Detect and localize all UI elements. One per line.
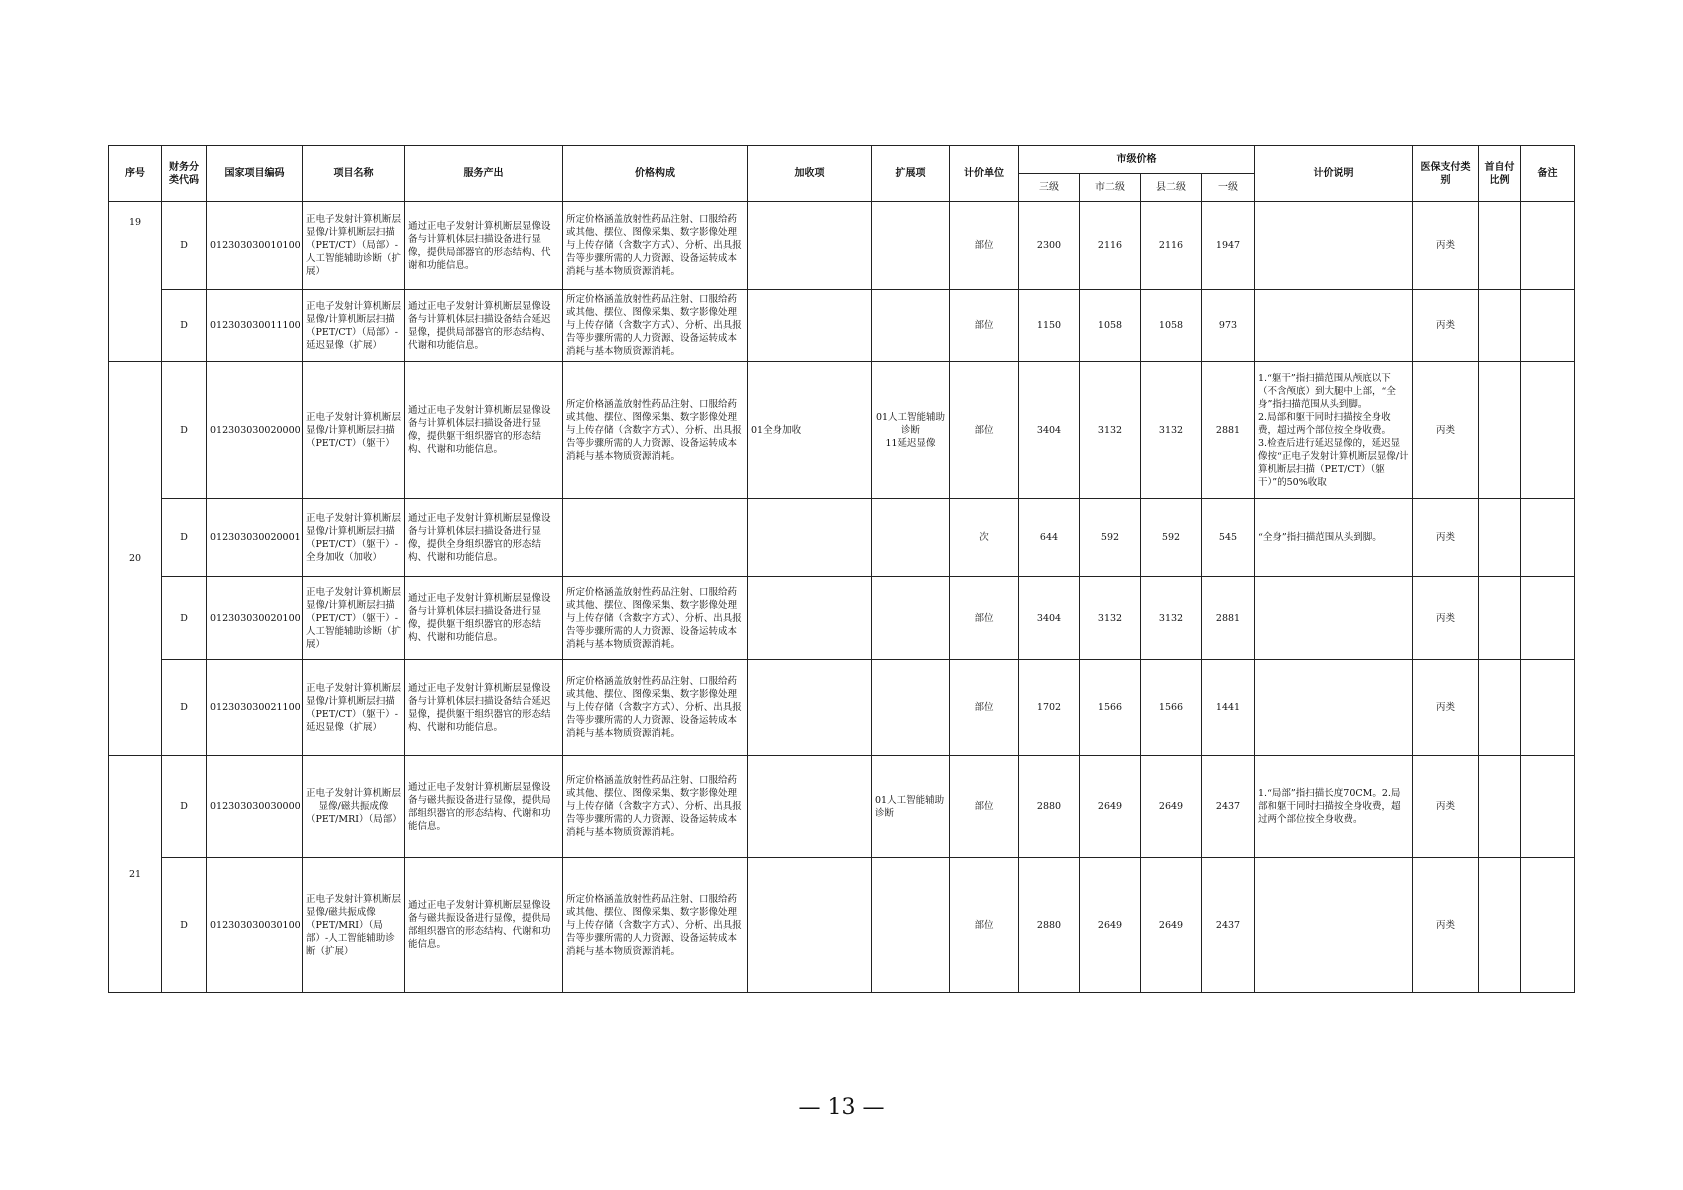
composition-cell: 所定价格涵盖放射性药品注射、口服给药或其他、摆位、图像采集、数字影像处理与上传存储（含数字方式）、分析、出具报告等步骤所需的人力资源、设备运转成本消耗与基本物质资源消耗。	[563, 290, 748, 362]
addon-cell	[748, 858, 872, 993]
header-city2: 市二级	[1080, 174, 1141, 202]
remark-cell	[1521, 660, 1575, 756]
addon-cell	[748, 290, 872, 362]
desc-cell	[1255, 858, 1413, 993]
selfpay-cell	[1479, 858, 1521, 993]
unit-cell: 部位	[950, 858, 1019, 993]
selfpay-cell	[1479, 577, 1521, 660]
price-county2: 2649	[1141, 858, 1202, 993]
header-addon: 加收项	[748, 146, 872, 202]
price-level3: 644	[1019, 499, 1080, 577]
header-level1: 一级	[1202, 174, 1255, 202]
price-level3: 1702	[1019, 660, 1080, 756]
unit-cell: 部位	[950, 660, 1019, 756]
selfpay-cell	[1479, 756, 1521, 858]
header-fin-code: 财务分类代码	[162, 146, 207, 202]
fin-cell: D	[162, 660, 207, 756]
selfpay-cell	[1479, 202, 1521, 290]
code-cell: 012303030020100	[207, 577, 303, 660]
header-unit: 计价单位	[950, 146, 1019, 202]
selfpay-cell	[1479, 499, 1521, 577]
desc-cell	[1255, 577, 1413, 660]
name-cell: 正电子发射计算机断层显像/计算机断层扫描（PET/CT）（局部）-人工智能辅助诊断（扩展）	[303, 202, 405, 290]
ext-cell	[872, 499, 950, 577]
desc-cell: 1.“躯干”指扫描范围从颅底以下（不含颅底）到大腿中上部，“全身”指扫描范围从头到脚。 2.局部和躯干同时扫描按全身收费，超过两个部位按全身收费。 3.检查后进行延迟显像的，延迟显像按“正电子发射计算机断层显像/计算机断层扫描（PET/CT）（躯干）”的50%收取	[1255, 362, 1413, 499]
header-item-name: 项目名称	[303, 146, 405, 202]
remark-cell	[1521, 202, 1575, 290]
addon-cell	[748, 202, 872, 290]
table-row	[109, 362, 1575, 499]
ext-cell: 01人工智能辅助诊断 11延迟显像	[872, 362, 950, 499]
output-cell: 通过正电子发射计算机断层显像设备与磁共振设备进行显像，提供局部组织器官的形态结构、代谢和功能信息。	[405, 858, 563, 993]
fin-cell: D	[162, 202, 207, 290]
table-row	[109, 290, 1575, 362]
addon-cell	[748, 756, 872, 858]
fin-cell: D	[162, 499, 207, 577]
price-city2: 1058	[1080, 290, 1141, 362]
selfpay-cell	[1479, 290, 1521, 362]
composition-cell: 所定价格涵盖放射性药品注射、口服给药或其他、摆位、图像采集、数字影像处理与上传存储（含数字方式）、分析、出具报告等步骤所需的人力资源、设备运转成本消耗与基本物质资源消耗。	[563, 202, 748, 290]
fin-cell: D	[162, 756, 207, 858]
header-seq: 序号	[109, 146, 162, 202]
desc-cell	[1255, 660, 1413, 756]
seq-cell: 20	[109, 362, 162, 756]
price-level1: 1441	[1202, 660, 1255, 756]
ext-cell	[872, 577, 950, 660]
output-cell: 通过正电子发射计算机断层显像设备与磁共振设备进行显像，提供局部组织器官的形态结构、代谢和功能信息。	[405, 756, 563, 858]
header-city-price: 市级价格	[1019, 146, 1255, 174]
insurance-cell: 丙类	[1413, 577, 1479, 660]
unit-cell: 次	[950, 499, 1019, 577]
table-row	[109, 577, 1575, 660]
price-level1: 1947	[1202, 202, 1255, 290]
fin-cell: D	[162, 858, 207, 993]
output-cell: 通过正电子发射计算机断层显像设备与计算机体层扫描设备进行显像，提供躯干组织器官的形态结构、代谢和功能信息。	[405, 362, 563, 499]
code-cell: 012303030030100	[207, 858, 303, 993]
header-county2: 县二级	[1141, 174, 1202, 202]
insurance-cell: 丙类	[1413, 202, 1479, 290]
code-cell: 012303030011100	[207, 290, 303, 362]
fin-cell: D	[162, 290, 207, 362]
code-cell: 012303030010100	[207, 202, 303, 290]
table-row	[109, 660, 1575, 756]
unit-cell: 部位	[950, 362, 1019, 499]
table-body	[109, 202, 1575, 993]
unit-cell: 部位	[950, 577, 1019, 660]
header-pricing-desc: 计价说明	[1255, 146, 1413, 202]
code-cell: 012303030030000	[207, 756, 303, 858]
price-city2: 2649	[1080, 858, 1141, 993]
price-county2: 2649	[1141, 756, 1202, 858]
name-cell: 正电子发射计算机断层显像/计算机断层扫描（PET/CT）（躯干）-全身加收（加收）	[303, 499, 405, 577]
remark-cell	[1521, 858, 1575, 993]
fin-cell: D	[162, 362, 207, 499]
unit-cell: 部位	[950, 290, 1019, 362]
price-county2: 592	[1141, 499, 1202, 577]
code-cell: 012303030020001	[207, 499, 303, 577]
addon-cell	[748, 499, 872, 577]
price-level3: 3404	[1019, 577, 1080, 660]
seq-cell: 19	[109, 202, 162, 362]
composition-cell	[563, 499, 748, 577]
price-city2: 3132	[1080, 577, 1141, 660]
table-header	[109, 146, 1575, 202]
price-table	[108, 145, 1575, 993]
table-row	[109, 756, 1575, 858]
page-number: — 13 —	[798, 1095, 885, 1120]
price-county2: 3132	[1141, 577, 1202, 660]
price-county2: 3132	[1141, 362, 1202, 499]
ext-cell: 01人工智能辅助诊断	[872, 756, 950, 858]
price-level3: 2880	[1019, 756, 1080, 858]
selfpay-cell	[1479, 660, 1521, 756]
code-cell: 012303030020000	[207, 362, 303, 499]
selfpay-cell	[1479, 362, 1521, 499]
price-level1: 2437	[1202, 756, 1255, 858]
addon-cell	[748, 660, 872, 756]
price-city2: 2116	[1080, 202, 1141, 290]
remark-cell	[1521, 290, 1575, 362]
insurance-cell: 丙类	[1413, 858, 1479, 993]
price-level1: 545	[1202, 499, 1255, 577]
price-city2: 1566	[1080, 660, 1141, 756]
table-row	[109, 858, 1575, 993]
price-level3: 1150	[1019, 290, 1080, 362]
ext-cell	[872, 290, 950, 362]
seq-cell: 21	[109, 756, 162, 993]
name-cell: 正电子发射计算机断层显像/计算机断层扫描（PET/CT）（躯干）-人工智能辅助诊断（扩展）	[303, 577, 405, 660]
header-remark: 备注	[1521, 146, 1575, 202]
price-county2: 1058	[1141, 290, 1202, 362]
price-county2: 2116	[1141, 202, 1202, 290]
name-cell: 正电子发射计算机断层显像/磁共振成像（PET/MRI）（局部）	[303, 756, 405, 858]
ext-cell	[872, 202, 950, 290]
composition-cell: 所定价格涵盖放射性药品注射、口服给药或其他、摆位、图像采集、数字影像处理与上传存储（含数字方式）、分析、出具报告等步骤所需的人力资源、设备运转成本消耗与基本物质资源消耗。	[563, 362, 748, 499]
unit-cell: 部位	[950, 202, 1019, 290]
header-level3: 三级	[1019, 174, 1080, 202]
insurance-cell: 丙类	[1413, 660, 1479, 756]
addon-cell	[748, 577, 872, 660]
insurance-cell: 丙类	[1413, 756, 1479, 858]
price-level3: 2880	[1019, 858, 1080, 993]
price-city2: 592	[1080, 499, 1141, 577]
header-service-output: 服务产出	[405, 146, 563, 202]
composition-cell: 所定价格涵盖放射性药品注射、口服给药或其他、摆位、图像采集、数字影像处理与上传存储（含数字方式）、分析、出具报告等步骤所需的人力资源、设备运转成本消耗与基本物质资源消耗。	[563, 858, 748, 993]
name-cell: 正电子发射计算机断层显像/计算机断层扫描（PET/CT）（躯干）-延迟显像（扩展）	[303, 660, 405, 756]
fin-cell: D	[162, 577, 207, 660]
output-cell: 通过正电子发射计算机断层显像设备与计算机体层扫描设备进行显像，提供全身组织器官的形态结构、代谢和功能信息。	[405, 499, 563, 577]
name-cell: 正电子发射计算机断层显像/计算机断层扫描（PET/CT）（局部）-延迟显像（扩展）	[303, 290, 405, 362]
insurance-cell: 丙类	[1413, 362, 1479, 499]
unit-cell: 部位	[950, 756, 1019, 858]
price-level1: 973	[1202, 290, 1255, 362]
composition-cell: 所定价格涵盖放射性药品注射、口服给药或其他、摆位、图像采集、数字影像处理与上传存储（含数字方式）、分析、出具报告等步骤所需的人力资源、设备运转成本消耗与基本物质资源消耗。	[563, 660, 748, 756]
addon-cell: 01全身加收	[748, 362, 872, 499]
desc-cell	[1255, 202, 1413, 290]
price-level3: 3404	[1019, 362, 1080, 499]
output-cell: 通过正电子发射计算机断层显像设备与计算机体层扫描设备进行显像，提供局部器官的形态结构、代谢和功能信息。	[405, 202, 563, 290]
composition-cell: 所定价格涵盖放射性药品注射、口服给药或其他、摆位、图像采集、数字影像处理与上传存储（含数字方式）、分析、出具报告等步骤所需的人力资源、设备运转成本消耗与基本物质资源消耗。	[563, 577, 748, 660]
table-row	[109, 499, 1575, 577]
composition-cell: 所定价格涵盖放射性药品注射、口服给药或其他、摆位、图像采集、数字影像处理与上传存储（含数字方式）、分析、出具报告等步骤所需的人力资源、设备运转成本消耗与基本物质资源消耗。	[563, 756, 748, 858]
output-cell: 通过正电子发射计算机断层显像设备与计算机体层扫描设备进行显像，提供躯干组织器官的形态结构、代谢和功能信息。	[405, 577, 563, 660]
price-level1: 2881	[1202, 577, 1255, 660]
name-cell: 正电子发射计算机断层显像/磁共振成像（PET/MRI）（局部）-人工智能辅助诊断（扩展）	[303, 858, 405, 993]
desc-cell: 1.“局部”指扫描长度70CM。2.局部和躯干同时扫描按全身收费，超过两个部位按全身收费。	[1255, 756, 1413, 858]
price-city2: 2649	[1080, 756, 1141, 858]
price-level1: 2881	[1202, 362, 1255, 499]
output-cell: 通过正电子发射计算机断层显像设备与计算机体层扫描设备结合延迟显像，提供躯干组织器官的形态结构、代谢和功能信息。	[405, 660, 563, 756]
output-cell: 通过正电子发射计算机断层显像设备与计算机体层扫描设备结合延迟显像，提供局部器官的形态结构、代谢和功能信息。	[405, 290, 563, 362]
header-national-code: 国家项目编码	[207, 146, 303, 202]
insurance-cell: 丙类	[1413, 290, 1479, 362]
price-level1: 2437	[1202, 858, 1255, 993]
header-price-composition: 价格构成	[563, 146, 748, 202]
remark-cell	[1521, 362, 1575, 499]
table-row	[109, 202, 1575, 290]
header-extension: 扩展项	[872, 146, 950, 202]
desc-cell	[1255, 290, 1413, 362]
insurance-cell: 丙类	[1413, 499, 1479, 577]
price-level3: 2300	[1019, 202, 1080, 290]
remark-cell	[1521, 577, 1575, 660]
ext-cell	[872, 858, 950, 993]
price-city2: 3132	[1080, 362, 1141, 499]
name-cell: 正电子发射计算机断层显像/计算机断层扫描（PET/CT）（躯干）	[303, 362, 405, 499]
code-cell: 012303030021100	[207, 660, 303, 756]
header-selfpay: 首自付比例	[1479, 146, 1521, 202]
ext-cell	[872, 660, 950, 756]
remark-cell	[1521, 756, 1575, 858]
remark-cell	[1521, 499, 1575, 577]
price-county2: 1566	[1141, 660, 1202, 756]
header-insurance: 医保支付类别	[1413, 146, 1479, 202]
desc-cell: “全身”指扫描范围从头到脚。	[1255, 499, 1413, 577]
